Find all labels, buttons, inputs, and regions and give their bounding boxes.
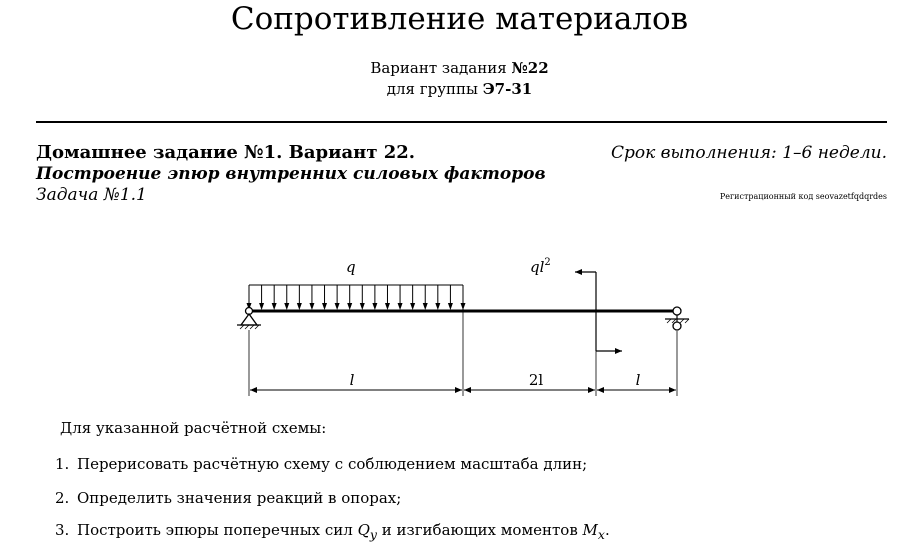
moment-label — [530, 257, 551, 276]
task-label: Задача №1.1 — [36, 185, 147, 205]
shear-force-subscript: y — [369, 527, 377, 542]
group-number: Э7-31 — [482, 80, 533, 98]
item-text-start: Построить эпюры поперечных сил — [77, 521, 358, 539]
load-arrow-head — [410, 303, 415, 310]
load-arrow-head — [272, 303, 277, 310]
instruction-item — [55, 520, 610, 545]
assignment-subtitle: Построение эпюр внутренних силовых факторов — [36, 164, 546, 184]
item-number: 1. — [55, 455, 70, 473]
moment-label-exponent: 2 — [544, 257, 551, 268]
load-arrow-head — [347, 303, 352, 310]
load-arrow-head — [297, 303, 302, 310]
load-arrow-head — [322, 303, 327, 310]
dimension-label-1: l — [349, 371, 355, 389]
assignment-heading: Домашнее задание №1. Вариант 22. — [36, 142, 416, 163]
instructions-intro: Для указанной расчётной схемы: — [60, 419, 327, 437]
group-prefix: для группы — [386, 80, 483, 98]
item-text: Перерисовать расчётную схему с соблюдением масштаба длин; — [77, 455, 588, 473]
distributed-load — [247, 285, 466, 311]
load-arrow-head — [385, 303, 390, 310]
item-number: 3. — [55, 521, 70, 539]
variant-prefix: Вариант задания — [370, 59, 512, 77]
load-arrow-head — [335, 303, 340, 310]
load-arrow-head — [259, 303, 264, 310]
item-number: 2. — [55, 489, 70, 507]
item-text-end: . — [604, 521, 610, 539]
load-arrow-head — [461, 303, 466, 310]
load-arrow-head — [448, 303, 453, 310]
deadline-text: Срок выполнения: 1–6 недели. — [610, 143, 887, 163]
bending-moment-subscript: x — [597, 527, 605, 542]
dimension-extension-lines — [249, 311, 677, 396]
variant-number: №22 — [511, 59, 549, 77]
instruction-item — [55, 454, 587, 474]
load-arrow-head — [284, 303, 289, 310]
moment-label-base: ql — [530, 258, 545, 276]
page-title: Сопротивление материалов — [230, 1, 689, 37]
instruction-item — [55, 488, 401, 508]
shear-force-symbol: Q — [357, 521, 370, 539]
dimension-label-3: l — [635, 371, 641, 389]
item-text-middle: и изгибающих моментов — [376, 521, 583, 539]
load-arrow-head — [398, 303, 403, 310]
load-label-q: q — [346, 258, 356, 276]
item-text: Определить значения реакций в опорах; — [77, 489, 402, 507]
bending-moment-symbol: M — [582, 521, 598, 539]
load-arrow-head — [423, 303, 428, 310]
load-arrow-head — [372, 303, 377, 310]
load-arrow-head — [309, 303, 314, 310]
load-arrow-head — [360, 303, 365, 310]
dimension-label-2: 2l — [528, 371, 544, 389]
load-arrow-head — [435, 303, 440, 310]
registration-code: Регистрационный код seovazetfqdqrdes — [719, 192, 887, 201]
